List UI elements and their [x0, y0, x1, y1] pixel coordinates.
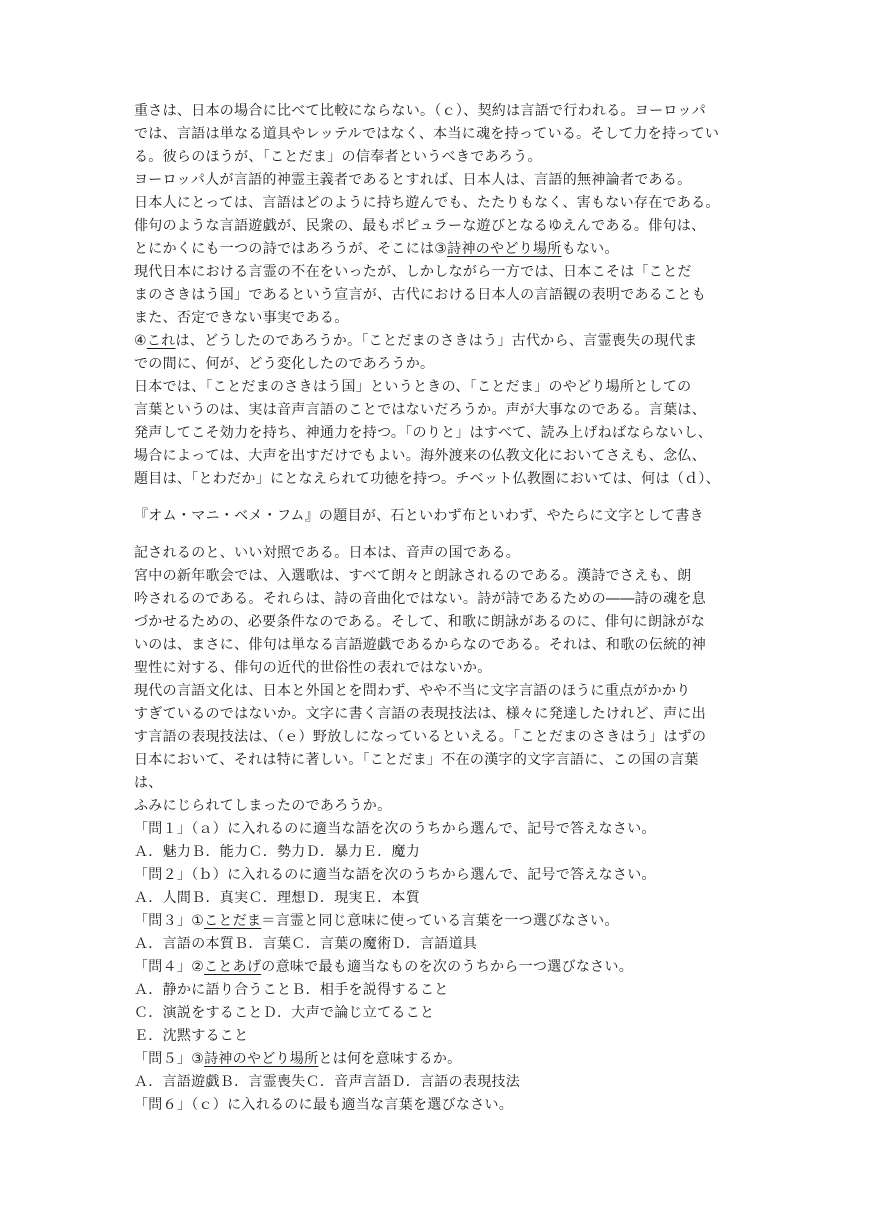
- passage-line: 日本において、それは特に著しい。「ことだま」不在の漢字的文字言語に、この国の言葉: [134, 752, 699, 768]
- passage-line: での間に、何が、どう変化したのであろうか。: [134, 356, 435, 372]
- text-segment: ＝言霊と同じ意味に使っている言葉を一つ選びなさい。: [261, 913, 619, 929]
- passage-line: る。彼らのほうが、「ことだま」の信奉者というべきであろう。: [134, 149, 542, 165]
- question-line: 「問６」（ｃ）に入れるのに最も適当な言葉を選びなさい。: [134, 1097, 514, 1113]
- passage-line: 日本人にとっては、言語はどのように持ち遊んでも、たたりもなく、害もない存在である。: [134, 195, 720, 211]
- passage-line: 場合によっては、大声を出すだけでもよい。海外渡来の仏教文化においてさえも、念仏、: [134, 448, 706, 464]
- text-segment: 「問３」①: [134, 913, 205, 929]
- underlined-phrase: これ: [146, 333, 176, 349]
- passage-line: ふみにじられてしまったのであろうか。: [134, 798, 392, 814]
- underlined-phrase: 詩神のやどり場所: [204, 1051, 319, 1067]
- passage-line: すぎているのではないか。文字に書く言語の表現技法は、様々に発達したけれど、声に出: [134, 706, 706, 722]
- passage-line: ヨーロッパ人が言語的神霊主義者であるとすれば、日本人は、言語的無神論者である。: [134, 172, 692, 188]
- passage-line: は、: [134, 775, 163, 791]
- passage-line: 俳句のような言語遊戯が、民衆の、最もポピュラーな遊びとなるゆえんである。俳句は、: [134, 218, 706, 234]
- question-line: Ａ．言語の本質Ｂ．言葉Ｃ．言葉の魔術Ｄ．言語道具: [134, 936, 478, 952]
- document-page: [134, 100, 744, 1117]
- passage-line: では、言語は単なる道具やレッテルではなく、本当に魂を持っている。そして力を持ってい: [134, 126, 720, 142]
- text-segment: もない。: [561, 241, 619, 257]
- text-segment: とは何を意味するか。: [318, 1051, 462, 1067]
- question-line: Ｅ．沈黙すること: [134, 1028, 249, 1044]
- passage-line: 言葉というのは、実は音声言語のことではないだろうか。声が大事なのである。言葉は、: [134, 402, 706, 418]
- reading-passage: [134, 100, 744, 818]
- text-segment: 「問５」③: [134, 1051, 205, 1067]
- passage-line: 日本では、「ことだまのさきはう国」というときの、「ことだま」のやどり場所としての: [134, 379, 692, 395]
- question-line: Ａ．静かに語り合うことＢ．相手を説得すること: [134, 982, 449, 998]
- passage-line: 題目は、「とわだか」にとなえられて功徳を持つ。チベット仏教圏においては、何は（ｄ）、: [134, 471, 721, 487]
- text-segment: 「問４」②: [134, 959, 205, 975]
- passage-line: 重さは、日本の場合に比べて比較にならない。（ｃ）、契約は言語で行われる。ヨーロッパ: [134, 103, 707, 119]
- text-segment: は、どうしたのであろうか。「ことだまのさきはう」古代から、言霊喪失の現代ま: [175, 333, 698, 349]
- question-line: Ａ．言語遊戯Ｂ．言霊喪失Ｃ．音声言語Ｄ．言語の表現技法: [134, 1074, 521, 1090]
- passage-line: 記されるのと、いい対照である。日本は、音声の国である。: [134, 545, 521, 561]
- question-line: 「問１」（ａ）に入れるのに適当な語を次のうちから選んで、記号で答えなさい。: [134, 821, 656, 837]
- passage-line: 現代日本における言霊の不在をいったが、しかしながら一方では、日本こそは「ことだ: [134, 264, 692, 280]
- text-segment: とにかくにも一つの詩ではあろうが、そこには③: [134, 241, 448, 257]
- question-line: Ａ．魅力Ｂ．能力Ｃ．勢力Ｄ．暴力Ｅ．魔力: [134, 844, 420, 860]
- passage-line: づかせるための、必要条件なのである。そして、和歌に朗詠があるのに、俳句に朗詠がな: [134, 614, 706, 630]
- question-line: [134, 1048, 744, 1071]
- underlined-phrase: 詩神のやどり場所: [447, 241, 562, 257]
- passage-line: また、否定できない事実である。: [134, 310, 349, 326]
- question-line: Ａ．人間Ｂ．真実Ｃ．理想Ｄ．現実Ｅ．本質: [134, 890, 420, 906]
- passage-line: いのは、まさに、俳句は単なる言語遊戯であるからなのである。それは、和歌の伝統的神: [134, 637, 706, 653]
- passage-line: 発声してこそ効力を持ち、神通力を持つ。「のりと」はすべて、読み上げねばならないし、: [134, 425, 713, 441]
- passage-line: 聖性に対する、俳句の近代的世俗性の表れではないか。: [134, 660, 492, 676]
- passage-line: 現代の言語文化は、日本と外国とを問わず、やや不当に文字言語のほうに重点がかかり: [134, 683, 691, 699]
- question-line: [134, 910, 744, 933]
- passage-line: [134, 330, 744, 353]
- question-line: Ｃ．演説をすることＤ．大声で論じ立てること: [134, 1005, 435, 1021]
- passage-line: す言語の表現技法は、（ｅ）野放しになっているといえる。「ことだまのさきはう」はずの: [134, 729, 707, 745]
- passage-line: 吟されるのである。それらは、詩の音曲化ではない。詩が詩であるための――詩の魂を息: [134, 591, 706, 607]
- underlined-phrase: ことだま: [204, 913, 262, 929]
- passage-line: まのさきはう国」であるという宣言が、古代における日本人の言語観の表明であることも: [134, 287, 706, 303]
- text-segment: ④: [134, 333, 147, 349]
- question-line: [134, 956, 744, 979]
- passage-line: 『オム・マニ・ベメ・フム』の題目が、石といわず布といわず、やたらに文字として書き: [134, 508, 704, 524]
- underlined-phrase: ことあげ: [204, 959, 262, 975]
- passage-line: [134, 238, 744, 261]
- question-line: 「問２」（ｂ）に入れるのに適当な語を次のうちから選んで、記号で答えなさい。: [134, 867, 656, 883]
- passage-line: 宮中の新年歌会では、入選歌は、すべて朗々と朗詠されるのである。漢詩でさえも、朗: [134, 568, 692, 584]
- question-list: [134, 818, 744, 1117]
- text-segment: の意味で最も適当なものを次のうちから一つ選びなさい。: [261, 959, 634, 975]
